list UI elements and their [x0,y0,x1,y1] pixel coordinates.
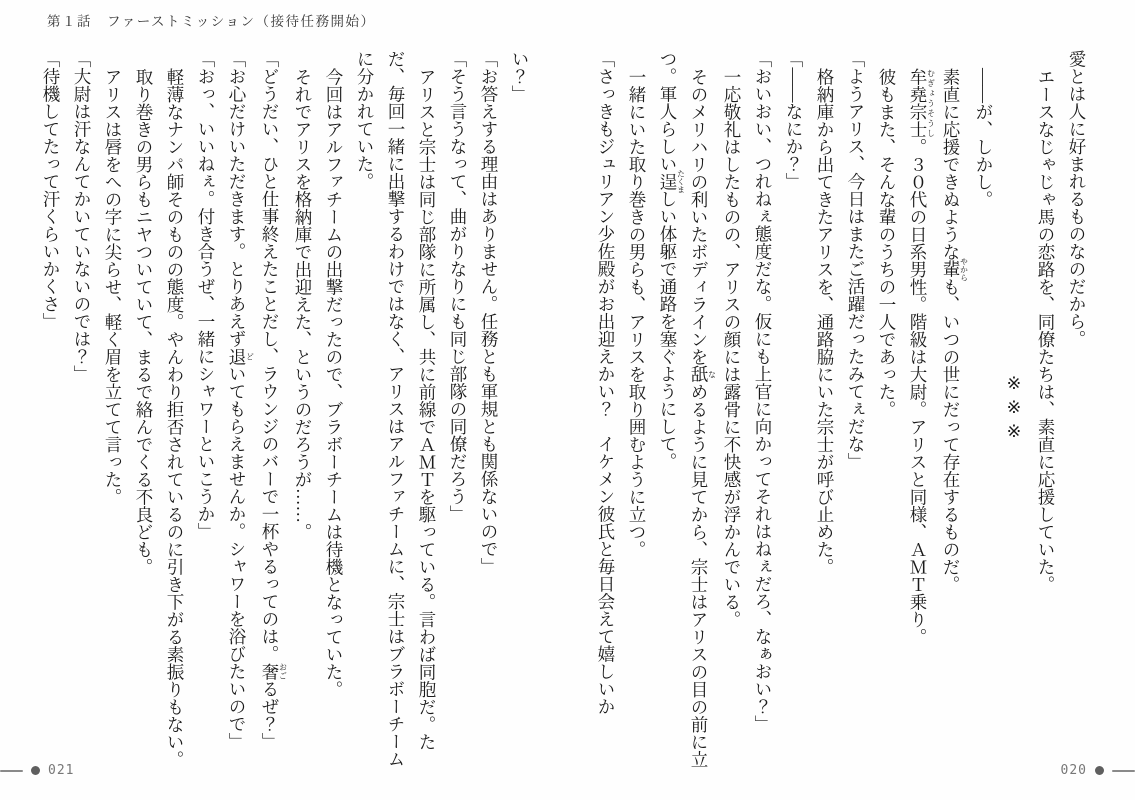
paragraph: 素直に応援できぬような輩やからも、いつの世にだって存在するものだ。 [941,67,969,593]
paragraph: アリスと宗士は同じ部隊に所属し、共に前線でＡＭＴを駆っている。言わば同胞だ。ただ、毎回一緒に出撃するわけではなく、アリスはアルファチームに、宗士はブラボーチームに分かれていた。 [355,50,437,768]
ruby-annotation: 逞たくま [658,169,686,194]
scene-break-marker: ※※※ [1005,374,1025,446]
footer-dot-left [31,766,40,775]
chapter-running-header: 第１話 ファーストミッション（接待任務開始） [47,14,376,29]
paragraph: 格納庫から出てきたアリスを、通路脇にいた宗士が呼び止めた。 [815,67,835,575]
paragraph: 「――なにか？」 [784,50,804,190]
paragraph: それでアリスを格納庫で出迎えた、というのだろうが……。 [293,67,313,540]
page-020-text [590,50,1092,770]
paragraph: 「どうだい、ひと仕事終えたことだし、ラウンジのバーで一杯やるってのは。奢おごるぜ？」 [260,50,288,750]
page-number-020: 020 [1060,763,1087,778]
paragraph: い？」 [510,50,530,103]
ruby-annotation: 輩やから [941,256,969,281]
paragraph: 「そう言うなって、曲がりなりにも同じ部隊の同僚だろう」 [448,50,468,523]
paragraph: 一緒にいた取り巻きの男らも、アリスを取り囲むように立つ。 [627,67,647,558]
paragraph: 牟堯宗士むぎょうそうし。３０代の日系男性。階級は大尉。アリスと同様、ＡＭＴ乗り。 [908,67,936,645]
paragraph: 今回はアルファチームの出撃だったので、ブラボーチームは待機となっていた。 [324,67,344,698]
ruby-annotation: 奢おご [260,662,288,680]
paragraph: 一応敬礼はしたものの、アリスの顔には露骨に不快感が浮かんでいる。 [722,67,742,628]
paragraph: 「さっきもジュリアン少佐殿がお出迎えかい？ イケメン彼氏と毎日会えて嬉しいか [596,50,616,715]
paragraph: 「ようアリス、今日はまたご活躍だったみてぇだな」 [846,50,866,470]
ruby-annotation: 舐な [689,365,717,383]
paragraph: 愛とは人に好まれるものなのだから。 [1067,50,1087,348]
footer-left [0,763,74,778]
ruby-annotation: 退ど [227,347,255,365]
paragraph: 取り巻きの男らもニヤついていて、まるで絡んでくる不良ども。 [134,67,154,575]
footer-right [1061,763,1135,778]
page-021-text [33,50,535,770]
paragraph: エースなじゃじゃ馬の恋路を、同僚たちは、素直に応援していた。 [1036,67,1056,593]
paragraph: 軽薄なナンパ師そのものの態度。やんわり拒否されているのに引き下がる素振りもない。 [165,67,185,768]
paragraph: 「お答えする理由はありません。任務とも軍規とも関係ないので」 [479,50,499,575]
paragraph: そのメリハリの利いたボディラインを舐なめるように見てから、宗士はアリスの目の前に立つ。軍人らしい逞たくましい体躯で通路を塞ぐようにして。 [658,50,717,768]
paragraph: 「おいおい、つれねぇ態度だな。仮にも上官に向かってそれはねぇだろ、なぁおい？」 [753,50,773,733]
paragraph: 「待機してたって汗くらいかくさ」 [41,50,61,330]
footer-rule-left [0,770,23,772]
paragraph: アリスは唇をへの字に尖らせ、軽く眉を立てて言った。 [103,67,123,505]
paragraph: 彼もまた、そんな輩のうちの一人であった。 [877,67,897,418]
paragraph: 「大尉は汗なんてかいていないのでは？」 [72,50,92,383]
paragraph: ――が、しかし。 [974,67,994,208]
paragraph: 「お心だけいただきます。とりあえず退どいてもらえませんか。シャワーを浴びたいので」 [227,50,255,750]
ruby-annotation: 牟堯宗士むぎょうそうし [908,67,936,138]
paragraph: 「おっ、いいねぇ。付き合うぜ、一緒にシャワーといこうか」 [196,50,216,540]
footer-rule-right [1112,770,1135,772]
page-number-021: 021 [48,763,75,778]
footer-dot-right [1095,766,1104,775]
